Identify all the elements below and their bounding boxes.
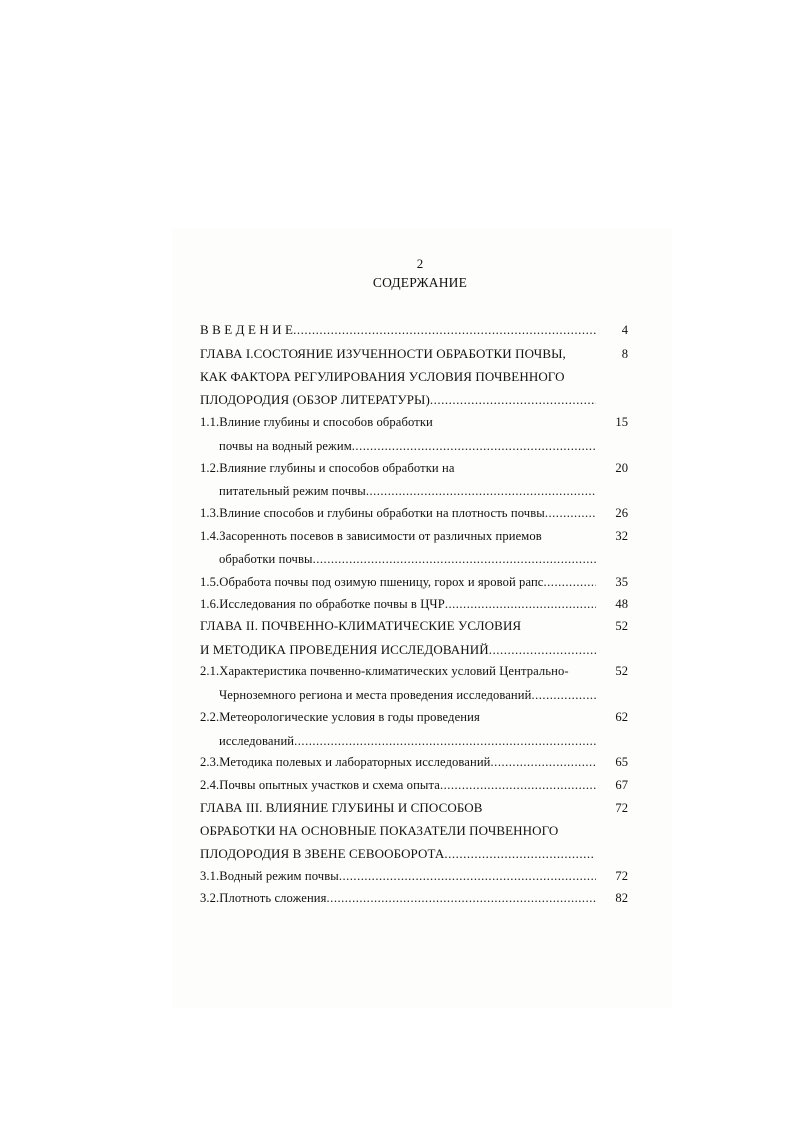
toc-entry-title: В В Е Д Е Н И Е — [200, 322, 294, 337]
toc-page-number: 62 — [615, 710, 628, 724]
toc-entry-title: 3.1.Водный режим почвы — [200, 869, 339, 883]
toc-entry-title: 1.6.Исследования по обработке почвы в ЦЧР — [200, 597, 445, 611]
toc-entry-title: И МЕТОДИКА ПРОВЕДЕНИЯ ИССЛЕДОВАНИЙ — [200, 642, 489, 657]
toc-entry-title: 1.4.Засоренноть посевов в зависимости от различных приемов — [200, 529, 542, 543]
page-title: СОДЕРЖАНИЕ — [372, 275, 468, 290]
toc-page-number: 20 — [615, 461, 628, 475]
toc-entry-title: Черноземного региона и места проведения исследований — [219, 688, 532, 702]
page-number: 2 — [416, 256, 424, 271]
toc-entry-title: 1.1.Влиние глубины и способов обработки — [200, 415, 433, 429]
toc-entry-title: почвы на водный режим — [219, 439, 352, 453]
toc-entry-title: питательный режим почвы — [219, 484, 366, 498]
toc-page-number: 35 — [615, 575, 628, 589]
toc-page-number: 65 — [615, 755, 628, 769]
toc-entry-title: КАК ФАКТОРА РЕГУЛИРОВАНИЯ УСЛОВИЯ ПОЧВЕННОГО — [200, 369, 565, 384]
toc-entry-title: 3.2.Плотноть сложения — [200, 891, 327, 905]
toc-entry-title: 1.5.Обработа почвы под озимую пшеницу, горох и яровой рапс — [200, 575, 544, 589]
toc-entry-title: 2.2.Метеорологические условия в годы проведения — [200, 710, 480, 724]
toc-entry-title: 2.3.Методика полевых и лабораторных исследований — [200, 755, 491, 769]
toc-entry-title: ОБРАБОТКИ НА ОСНОВНЫЕ ПОКАЗАТЕЛИ ПОЧВЕННОГО — [200, 823, 559, 838]
toc-entry-title: 2.1.Характеристика почвенно-климатических условий Центрально- — [200, 664, 569, 678]
toc-entry-title: ГЛАВА I.СОСТОЯНИЕ ИЗУЧЕННОСТИ ОБРАБОТКИ ПОЧВЫ, — [200, 346, 566, 361]
toc-page-number: 15 — [615, 415, 628, 429]
toc-entry-title: ПЛОДОРОДИЯ В ЗВЕНЕ СЕВООБОРОТА — [200, 846, 445, 861]
toc-entry-title: ПЛОДОРОДИЯ (ОБЗОР ЛИТЕРАТУРЫ) — [200, 392, 430, 407]
toc-page-number: 72 — [615, 801, 628, 815]
toc-entry-title: ГЛАВА II. ПОЧВЕННО-КЛИМАТИЧЕСКИЕ УСЛОВИЯ — [200, 618, 522, 633]
toc-page-number: 48 — [615, 597, 628, 611]
toc-entry-title: исследований — [219, 734, 295, 748]
toc-page-number: 72 — [615, 869, 628, 883]
toc-entry-title: 1.3.Влиние способов и глубины обработки на плотность почвы — [200, 506, 545, 520]
toc-page-number: 32 — [615, 529, 628, 543]
toc-entry-title: 2.4.Почвы опытных участков и схема опыта — [200, 778, 440, 792]
toc-entry-title: обработки почвы — [219, 552, 313, 566]
toc-page-number: 52 — [615, 664, 628, 678]
toc-entry-title: ГЛАВА III. ВЛИЯНИЕ ГЛУБИНЫ И СПОСОБОВ — [200, 800, 483, 815]
toc-page-number: 82 — [615, 891, 628, 905]
toc-entry-title: 1.2.Влияние глубины и способов обработки на — [200, 461, 455, 475]
toc-page-number: 4 — [621, 323, 628, 337]
toc-page-number: 8 — [621, 347, 628, 361]
toc-page-number: 67 — [615, 778, 628, 792]
toc-page-number: 52 — [615, 619, 628, 633]
toc-page-number: 26 — [615, 506, 628, 520]
